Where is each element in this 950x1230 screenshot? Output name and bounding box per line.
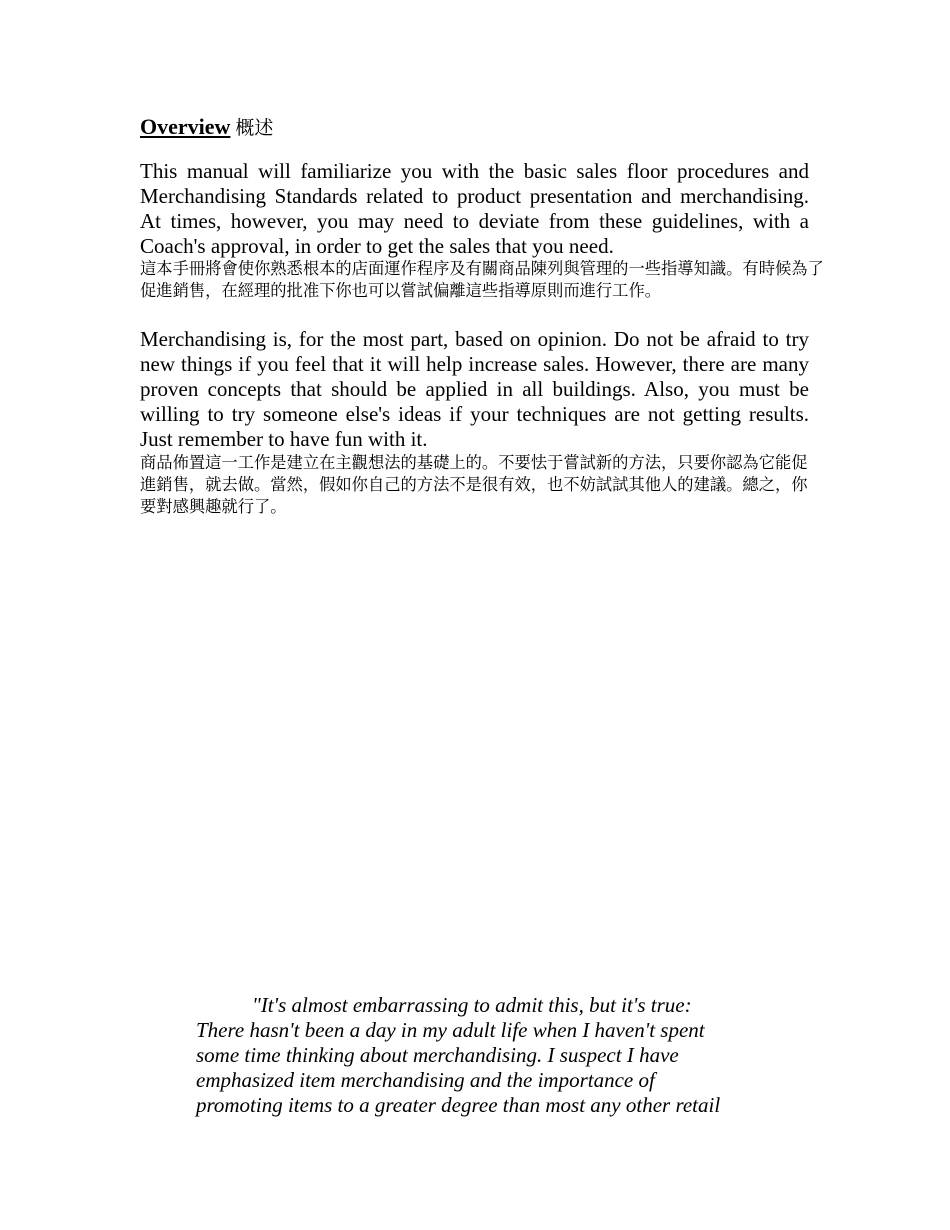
section-heading [140,113,273,142]
quote-line: emphasized item merchandising and the importance of [196,1068,655,1092]
quote-line: There hasn't been a day in my adult life when I haven't spent [196,1018,705,1042]
quote-block [196,993,756,1118]
paragraph-2-english: Merchandising is, for the most part, based on opinion. Do not be afraid to try new things if you feel that it will help increase sales. However, there are many proven concepts that should be applied in all buildings. Also, you must be willing to try someone else's ideas if your techniques are not getting results. Just remember to have fun with it. [140,327,809,451]
quote-line: promoting items to a greater degree than most any other retail [196,1093,721,1117]
paragraph-1-english: This manual will familiarize you with the basic sales floor procedures and Merchandising Standards related to product presentation and merchandising. At times, however, you may need to deviate from these guidelines, with a Coach's approval, in order to get the sales that you need. [140,159,809,258]
section-title-en: Overview [140,114,231,139]
paragraph-1-chinese: 這本手冊將會使你熟悉根本的店面運作程序及有關商品陳列與管理的一些指導知識。有時候為了促進銷售，在經理的批准下你也可以嘗試偏離這些指導原則而進行工作。 [140,259,824,300]
quote-line: "It's almost embarrassing to admit this, but it's true: [252,993,692,1017]
paragraph-2-chinese: 商品佈置這一工作是建立在主觀想法的基礎上的。不要怯于嘗試新的方法，只要你認為它能促進銷售，就去做。當然，假如你自己的方法不是很有效，也不妨試試其他人的建議。總之，你要對感興趣就行了。 [140,453,808,516]
quote-line: some time thinking about merchandising. I suspect I have [196,1043,679,1067]
section-title-zh: 概述 [235,117,274,139]
